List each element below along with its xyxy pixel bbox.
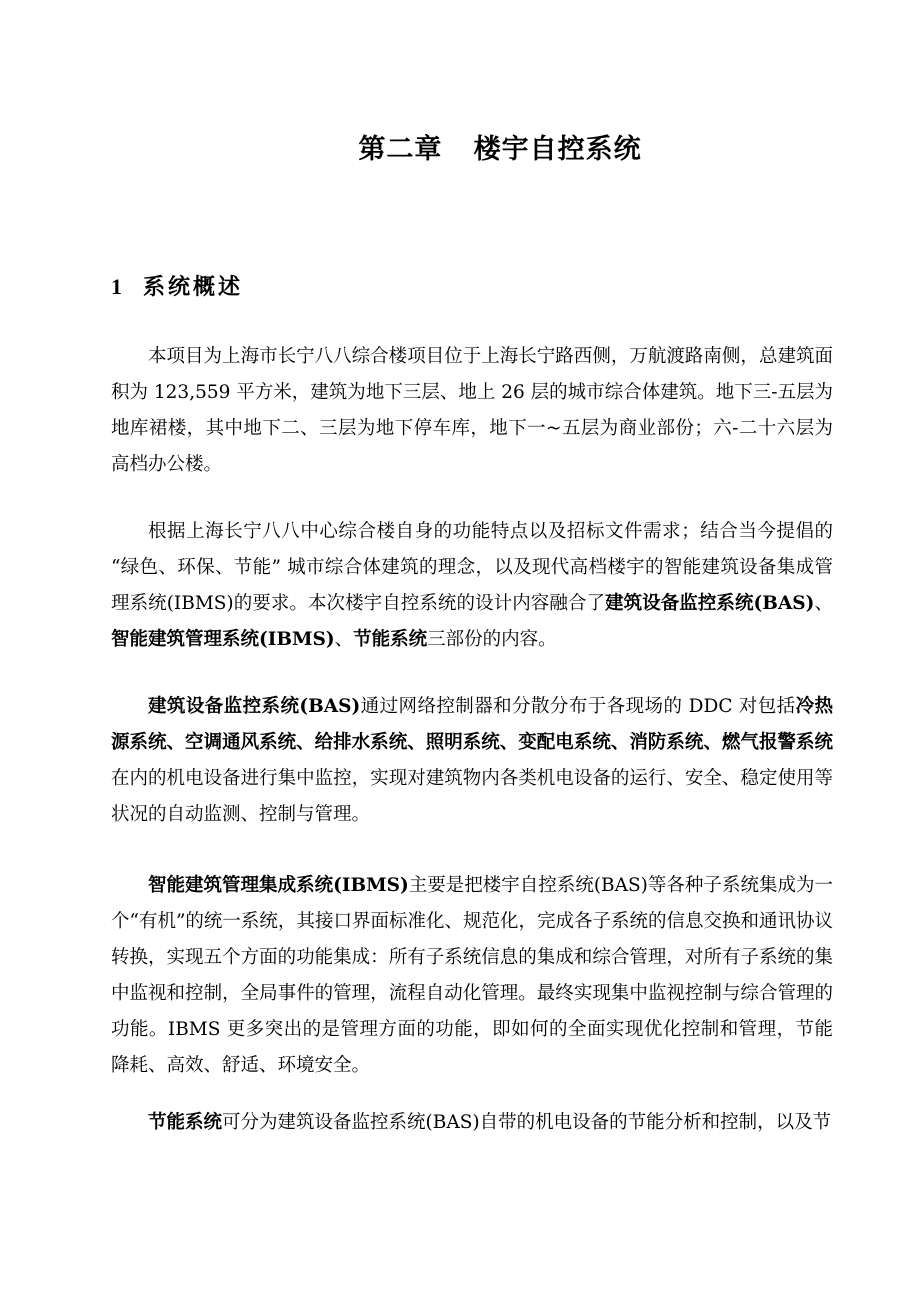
bold-term-ibms: 智能建筑管理系统(IBMS) xyxy=(111,629,335,650)
section-heading xyxy=(111,268,243,306)
chapter-name: 楼宇自控系统 xyxy=(473,134,642,165)
paragraph-project-overview xyxy=(111,339,833,483)
paragraph-text: 主要是把楼宇自控系统(BAS)等各种子系统集成为一个“有机”的统一系统，其接口界面标准化、规范化，完成各子系统的信息交换和通讯协议转换，实现五个方面的功能集成：所有子系统信息的集成和综合管理，对所有子系统的集中监视和控制，全局事件的管理，流程自动化管理。最终实现集中监视控制与综合管理的功能。IBMS 更多突出的是管理方面的功能，即如何的全面实现优化控制和管理，节能降耗、高效、舒适、环境安全。 xyxy=(111,875,833,1076)
paragraph-ibms xyxy=(111,868,833,1084)
paragraph-text: 本项目为上海市长宁八八综合楼项目位于上海长宁路西侧，万航渡路南侧，总建筑面积为 123,559 平方米，建筑为地下三层、地上 26 层的城市综合体建筑。地下三-五层为地库裙楼，其中地下二、三层为地下停车库，地下一~五层为商业部份；六-二十六层为高档办公楼。 xyxy=(111,346,833,475)
paragraph-text: 根据上海长宁八八中心综合楼自身的功能特点以及招标文件需求；结合当今提倡的 “绿色、环保、节能” 城市综合体建筑的理念，以及现代高档楼宇的智能建筑设备集成管理系统(IBMS)的要求。本次楼宇自控系统的设计内容融合了 xyxy=(111,521,833,614)
paragraph-text: 在内的机电设备进行集中监控，实现对建筑物内各类机电设备的运行、安全、稳定使用等状况的自动监测、控制与管理。 xyxy=(111,768,833,825)
paragraph-text: 、 xyxy=(334,629,354,650)
paragraph-text: 通过网络控制器和分散分布于各现场的 DDC 对包括 xyxy=(360,696,796,717)
bold-term-ibms: 智能建筑管理集成系统(IBMS) xyxy=(148,875,409,896)
paragraph-design-scope xyxy=(111,514,833,658)
paragraph-text: 、 xyxy=(814,593,833,614)
paragraph-text: 可分为建筑设备监控系统(BAS)自带的机电设备的节能分析和控制，以及节 xyxy=(222,1112,832,1133)
bold-term-bas: 建筑设备监控系统(BAS) xyxy=(148,696,361,717)
chapter-title xyxy=(0,128,920,172)
paragraph-text: 三部份的内容。 xyxy=(427,629,557,650)
paragraph-energy-saving xyxy=(111,1105,833,1141)
chapter-number: 第二章 xyxy=(358,134,443,165)
bold-term-energy: 节能系统 xyxy=(353,629,428,650)
bold-term-energy: 节能系统 xyxy=(148,1112,223,1133)
section-number: 1 xyxy=(111,274,125,299)
bold-subsystem-list: 冷热源系统、空调通风系统、给排水系统、照明系统、变配电系统、消防系统、燃气报警系统 xyxy=(111,696,833,753)
bold-term-bas: 建筑设备监控系统(BAS) xyxy=(605,593,815,614)
section-title: 系统概述 xyxy=(143,274,244,300)
paragraph-bas xyxy=(111,689,833,833)
